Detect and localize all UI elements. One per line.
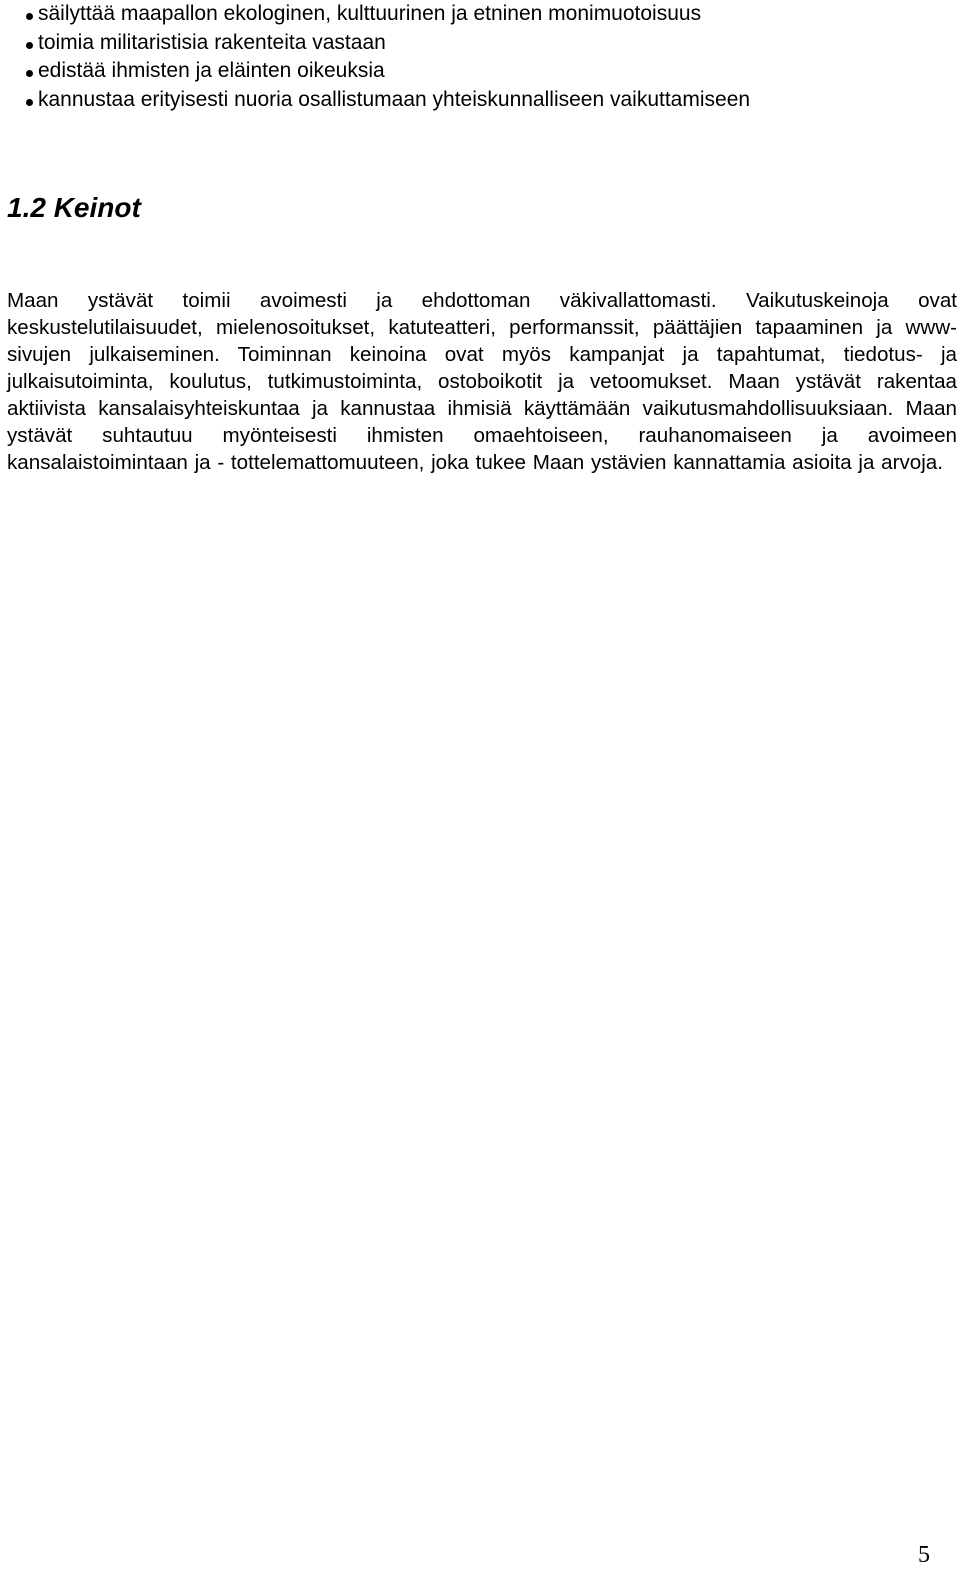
list-item-text: säilyttää maapallon ekologinen, kulttuurinen ja etninen monimuotoisuus — [38, 2, 702, 25]
list-item-text: toimia militaristisia rakenteita vastaan — [38, 30, 386, 54]
goals-bullet-list — [6, 0, 946, 114]
bullet-icon — [26, 99, 33, 106]
section-heading: 1.2 Keinot — [7, 192, 141, 223]
body-paragraph: Maan ystävät toimii avoimesti ja ehdottoman väkivallattomasti. Vaikutuskeinoja ovat keskustelutilaisuudet, mielenosoitukset, katuteatteri, performanssit, päättäjien tapaaminen ja www-sivujen julkaiseminen. Toiminnan keinoina ovat myös kampanjat ja tapahtumat, tiedotus- ja julkaisutoiminta, koulutus, tutkimustoiminta, ostoboikotit ja vetoomukset. Maan ystävät rakentaa aktiivista kansalaisyhteiskuntaa ja kannustaa ihmisiä käyttämään vaikutusmahdollisuuksiaan. Maan ystävät suhtautuu myönteisesti ihmisten omaehtoiseen, rauhanomaiseen ja avoimeen kansalaistoimintaan ja - tottelemattomuuteen, joka tukee Maan ystävien kannattamia asioita ja arvoja. — [7, 289, 957, 474]
page-number: 5 — [918, 1542, 930, 1568]
list-item-text: edistää ihmisten ja eläinten oikeuksia — [38, 59, 385, 82]
list-item — [6, 86, 946, 115]
list-item-text: kannustaa erityisesti nuoria osallistumaan yhteiskunnalliseen vaikuttamiseen — [38, 87, 751, 111]
bullet-icon — [26, 42, 33, 49]
bullet-icon — [26, 13, 33, 20]
bullet-icon — [26, 70, 33, 77]
list-item — [6, 0, 946, 29]
list-item — [6, 57, 946, 86]
list-item — [6, 29, 946, 58]
